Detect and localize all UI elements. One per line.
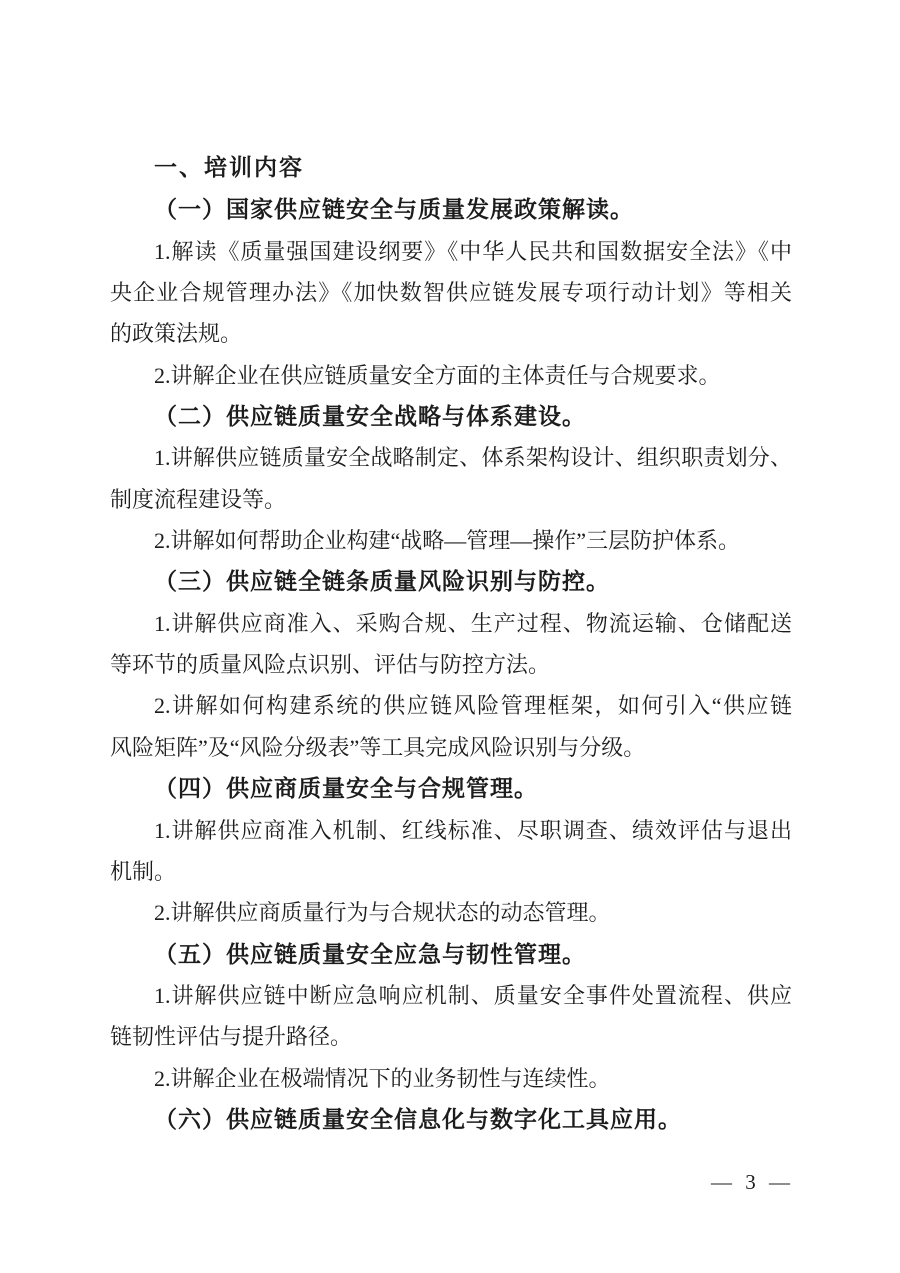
text-line: 1.讲解供应商准入机制、红线标准、尽职调查、绩效评估与退出: [154, 817, 792, 843]
document-body: [110, 148, 792, 1140]
text-line: 2.讲解如何帮助企业构建“战略—管理—操作”三层防护体系。: [154, 528, 741, 554]
text-line: 的政策法规。: [110, 321, 243, 347]
text-line: 1.讲解供应链质量安全战略制定、体系架构设计、组织职责划分、: [154, 445, 792, 471]
section-heading-1: [110, 189, 792, 230]
text-line: 2.讲解企业在供应链质量安全方面的主体责任与合规要求。: [154, 362, 721, 388]
text-line: 链韧性评估与提升路径。: [110, 1024, 353, 1050]
text-line: 央企业合规管理办法》《加快数智供应链发展专项行动计划》等相关: [110, 280, 792, 306]
section-heading-5: [110, 934, 792, 975]
section-heading-text: （三）供应链全链条质量风险识别与防控。: [154, 569, 610, 595]
paragraph: [110, 437, 792, 520]
paragraph: [110, 1058, 792, 1099]
section-heading-6: [110, 1099, 792, 1140]
section-heading-text: （一）国家供应链安全与质量发展政策解读。: [154, 197, 634, 223]
section-heading-4: [110, 768, 792, 809]
text-line: 1.讲解供应商准入、采购合规、生产过程、物流运输、仓储配送: [154, 610, 792, 636]
paragraph: [110, 231, 792, 355]
section-heading-3: [110, 561, 792, 602]
section-heading-text: （四）供应商质量安全与合规管理。: [154, 776, 538, 802]
text-line: 机制。: [110, 858, 177, 884]
paragraph: [110, 685, 792, 768]
section-heading-text: （五）供应链质量安全应急与韧性管理。: [154, 941, 586, 967]
paragraph: [110, 810, 792, 893]
document-title-text: 一、培训内容: [154, 155, 304, 181]
text-line: 等环节的质量风险点识别、评估与防控方法。: [110, 652, 551, 678]
section-heading-text: （二）供应链质量安全战略与体系建设。: [154, 404, 586, 430]
text-line: 1.解读《质量强国建设纲要》《中华人民共和国数据安全法》《中: [154, 238, 792, 264]
page-number: — 3 —: [711, 1170, 792, 1194]
section-heading-2: [110, 396, 792, 437]
text-line: 风险矩阵”及“风险分级表”等工具完成风险识别与分级。: [110, 734, 646, 760]
text-line: 1.讲解供应链中断应急响应机制、质量安全事件处置流程、供应: [154, 982, 792, 1008]
document-title: [110, 148, 792, 189]
text-line: 制度流程建设等。: [110, 486, 287, 512]
text-line: 2.讲解供应商质量行为与合规状态的动态管理。: [154, 900, 611, 926]
text-line: 2.讲解企业在极端情况下的业务韧性与连续性。: [154, 1065, 611, 1091]
paragraph: [110, 975, 792, 1058]
section-heading-text: （六）供应链质量安全信息化与数字化工具应用。: [154, 1106, 682, 1132]
paragraph: [110, 520, 792, 561]
paragraph: [110, 603, 792, 686]
paragraph: [110, 892, 792, 933]
text-line: 2.讲解如何构建系统的供应链风险管理框架，如何引入“供应链: [154, 693, 792, 719]
paragraph: [110, 355, 792, 396]
